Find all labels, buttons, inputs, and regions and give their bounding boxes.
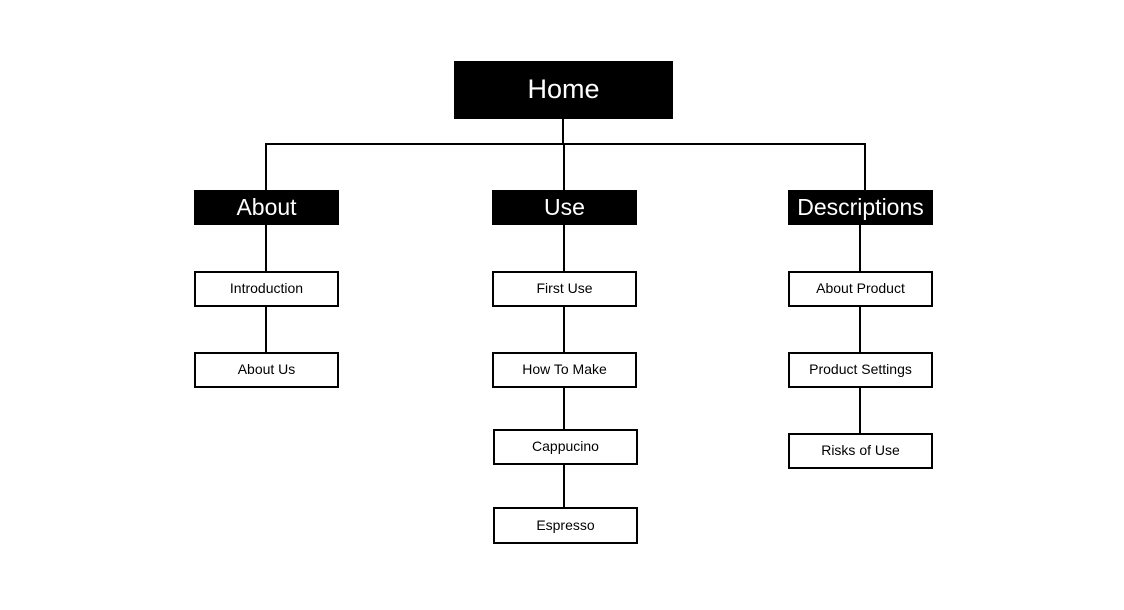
node-home[interactable] xyxy=(454,61,673,119)
node-label: How To Make xyxy=(522,361,607,378)
connector-use-to-first-use xyxy=(563,225,565,271)
node-product-settings[interactable] xyxy=(788,352,933,388)
node-label: Cappucino xyxy=(532,438,599,455)
node-label: Product Settings xyxy=(809,361,912,378)
node-about[interactable] xyxy=(194,190,339,225)
node-label: About Us xyxy=(237,361,296,378)
connector-introduction-to-about-us xyxy=(265,307,267,352)
node-first-use[interactable] xyxy=(492,271,637,307)
connector-horizontal-bus xyxy=(265,143,866,145)
node-label: Use xyxy=(544,193,585,220)
node-label: Introduction xyxy=(229,280,304,297)
node-use[interactable] xyxy=(492,190,637,225)
node-label: Home xyxy=(527,74,600,105)
node-about-product[interactable] xyxy=(788,271,933,307)
node-how-to-make[interactable] xyxy=(492,352,637,388)
connector-about-to-introduction xyxy=(265,225,267,271)
node-label: About xyxy=(236,193,297,220)
node-risks-of-use[interactable] xyxy=(788,433,933,469)
node-label: First Use xyxy=(536,280,593,297)
connector-root-stem xyxy=(562,119,564,144)
connector-cappucino-to-espresso xyxy=(563,465,565,508)
connector-first-use-to-how-to-make xyxy=(563,307,565,352)
node-espresso[interactable] xyxy=(493,507,638,544)
node-label: Descriptions xyxy=(797,193,924,220)
connector-bus-to-use xyxy=(563,143,565,190)
node-label: About Product xyxy=(816,280,905,297)
node-label: Risks of Use xyxy=(821,442,900,459)
connector-about-product-to-product-settings xyxy=(859,307,861,352)
connector-descriptions-to-about-product xyxy=(859,225,861,271)
connector-product-settings-to-risks-of-use xyxy=(859,388,861,433)
node-about-us[interactable] xyxy=(194,352,339,388)
node-label: Espresso xyxy=(536,516,595,533)
connector-how-to-make-to-cappucino xyxy=(563,388,565,430)
connector-bus-to-about xyxy=(265,143,267,190)
node-cappucino[interactable] xyxy=(493,429,638,465)
node-descriptions[interactable] xyxy=(788,190,933,225)
node-introduction[interactable] xyxy=(194,271,339,307)
connector-bus-to-descriptions xyxy=(864,143,866,190)
